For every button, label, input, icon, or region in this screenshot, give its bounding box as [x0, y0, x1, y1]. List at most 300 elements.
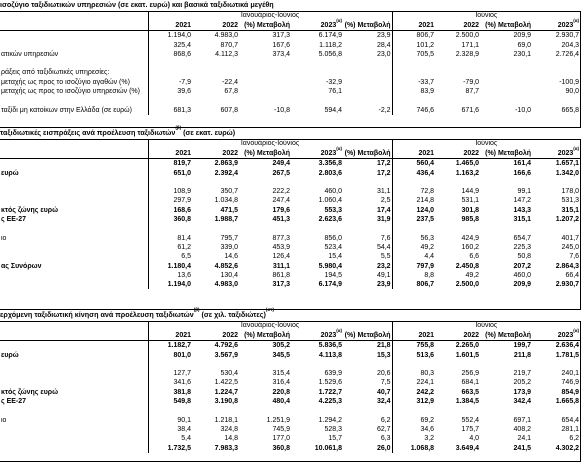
table-cell	[291, 68, 343, 77]
row-label: ας Συνόρων	[1, 262, 42, 270]
table-cell: 178,0	[561, 188, 580, 196]
table-cell	[192, 59, 239, 68]
table-cell	[435, 59, 480, 68]
column-header: 2021	[148, 21, 192, 31]
table-cell: 797,9	[392, 262, 435, 271]
row-label	[0, 271, 148, 280]
column-header: (%) Μεταβολή	[480, 149, 532, 159]
table-cell: 14,6	[224, 253, 238, 261]
column-header: (%) Μεταβολή	[239, 21, 291, 31]
table-row	[0, 351, 580, 360]
table-cell: 671,6	[461, 106, 480, 114]
table-cell: 17,2	[376, 160, 391, 168]
column-header-row	[0, 149, 580, 159]
table-cell: 315,1	[513, 216, 532, 224]
table-cell: 4.113,8	[319, 351, 342, 359]
table-cell: 6.174,9	[318, 281, 342, 289]
table-cell: 381,8	[148, 388, 192, 397]
table-cell	[392, 406, 435, 415]
table-cell	[148, 68, 192, 77]
table-cell: 3,2	[392, 434, 435, 443]
table-cell: 54,4	[376, 243, 391, 251]
table-cell: 1.465,0	[455, 160, 480, 168]
row-label: μεταχής ως προς το ισοζύγιο υπηρεσιών (%)	[1, 88, 140, 96]
table-cell: 5,4	[148, 434, 192, 443]
empty-cell	[0, 149, 148, 159]
table-cell: 2.863,9	[214, 160, 238, 168]
row-label	[0, 187, 148, 196]
table-cell: 10.061,8	[314, 444, 342, 452]
table-cell: 23,9	[376, 32, 391, 40]
table-cell: 194,5	[324, 271, 342, 279]
table-cell: 350,7	[220, 188, 238, 196]
table-row	[0, 96, 580, 105]
table-cell	[532, 96, 580, 105]
table-cell: 240,1	[561, 370, 580, 378]
row-label: κτός ζώνης ευρώ	[1, 206, 59, 214]
table-cell: 552,4	[461, 416, 480, 424]
table-cell: 819,7	[148, 159, 192, 169]
table-cell: 230,1	[513, 50, 532, 58]
table-cell: 281,1	[561, 425, 580, 433]
table-cell: 297,9	[148, 196, 192, 205]
table-cell: 23,0	[376, 50, 391, 58]
table-cell: 1.194,0	[148, 31, 192, 41]
table-cell: 2.623,6	[318, 216, 342, 224]
table-cell	[392, 96, 435, 105]
row-label	[0, 378, 148, 387]
table-cell	[192, 224, 239, 233]
table-row	[0, 234, 580, 243]
table-cell: 1.342,0	[555, 169, 580, 177]
table-cell: 305,2	[272, 342, 290, 350]
section2-title: ταξιδιωτικές εισπράξεις ανά προέλευση ταξιδιωτών$^{(\beta)}$ (σε εκατ. ευρώ)	[0, 125, 236, 137]
column-header: 2022	[192, 21, 239, 31]
row-label	[0, 31, 148, 41]
table-row	[0, 178, 580, 187]
table-cell: 345,5	[272, 351, 290, 359]
table-cell: 1.194,0	[148, 280, 192, 289]
table-cell: 654,4	[561, 416, 580, 424]
table-row	[0, 68, 580, 77]
table-cell: 1.207,2	[555, 216, 580, 224]
table-cell: 2.450,8	[455, 262, 480, 270]
table-cell: 67,8	[224, 88, 238, 96]
table-cell: 424,9	[461, 234, 480, 242]
table-cell: 249,4	[272, 160, 290, 168]
table-cell	[192, 406, 239, 415]
table-cell: 5.980,4	[318, 262, 342, 270]
table-row	[0, 50, 580, 59]
table-row	[0, 41, 580, 50]
table-cell	[239, 360, 291, 369]
column-header: 2021	[392, 21, 435, 31]
table-cell: 160,2	[461, 243, 480, 251]
table-cell: 245,0	[561, 243, 580, 251]
table-cell: 2.726,4	[555, 50, 580, 58]
table-cell: 746,9	[561, 379, 580, 387]
table-cell	[343, 68, 392, 77]
table-cell: 6,5	[148, 252, 192, 261]
table-cell: 72,8	[392, 187, 435, 196]
table-cell: 2.930,7	[555, 32, 580, 40]
row-label	[0, 406, 148, 415]
period-left-label: Ιανουάριος-Ιούνιος	[148, 321, 392, 331]
table-cell: 31,9	[376, 216, 391, 224]
table-cell	[343, 224, 392, 233]
row-label	[0, 369, 148, 378]
table-row	[0, 215, 580, 224]
table-cell: 2.930,7	[555, 281, 580, 289]
table-cell: 856,0	[324, 234, 342, 242]
table-cell: 205,2	[513, 379, 532, 387]
table-cell: 28,4	[376, 41, 391, 49]
table-row	[0, 243, 580, 252]
table-cell: 436,4	[392, 169, 435, 178]
table-row	[0, 406, 580, 415]
table-cell: 83,9	[392, 87, 435, 96]
table-cell: 2.328,9	[455, 50, 480, 58]
table-cell: 301,8	[461, 206, 480, 214]
period-left-label: Ιανουάριος-Ιούνιος	[148, 139, 392, 149]
table-cell	[239, 406, 291, 415]
table-cell: 147,2	[513, 197, 532, 205]
table-cell: 13,6	[148, 271, 192, 280]
table-cell: 80,3	[392, 369, 435, 378]
table-cell	[239, 87, 291, 96]
table-cell	[480, 78, 532, 87]
table-cell: 1.218,1	[214, 416, 238, 424]
table-row	[0, 397, 580, 406]
table-cell: 220,8	[272, 388, 290, 396]
table-cell	[343, 87, 392, 96]
section2-table	[0, 139, 580, 289]
table-cell: 166,6	[513, 169, 532, 177]
table-cell	[148, 360, 192, 369]
table-cell: 460,0	[324, 188, 342, 196]
table-cell: 49,2	[465, 271, 480, 279]
table-row	[0, 262, 580, 271]
table-cell	[532, 178, 580, 187]
table-cell: 1.180,4	[148, 262, 192, 271]
row-label	[0, 280, 148, 289]
column-header: 2022	[192, 331, 239, 341]
row-label	[0, 178, 148, 187]
table-cell: 124,0	[392, 206, 435, 215]
table-cell: 90,0	[565, 88, 580, 96]
empty-cell	[0, 11, 148, 21]
table-cell	[435, 96, 480, 105]
table-cell: 38,4	[148, 425, 192, 434]
row-label: ιο	[1, 416, 7, 424]
table-cell	[480, 178, 532, 187]
table-cell: 7,5	[380, 379, 391, 387]
table-cell: 177,0	[272, 435, 290, 443]
table-cell: 179,6	[272, 206, 290, 214]
table-cell: 224,1	[392, 378, 435, 387]
table-cell	[480, 406, 532, 415]
table-cell: 23,2	[376, 262, 391, 270]
table-cell: 746,6	[392, 106, 435, 115]
column-header: $2023^{(\alpha)}$	[291, 149, 343, 159]
table-cell: 1.182,7	[148, 341, 192, 351]
column-header: 2021	[392, 149, 435, 159]
table-cell: 549,8	[148, 397, 192, 406]
table-cell: 2,5	[380, 197, 391, 205]
table-cell: 222,2	[272, 188, 290, 196]
table-cell: 2.803,6	[318, 169, 342, 177]
table-cell: 6,2	[380, 416, 391, 424]
table-cell: 339,0	[220, 243, 238, 251]
table-cell: 4,0	[469, 435, 480, 443]
table-cell: 4.302,2	[555, 444, 580, 452]
table-cell: 24,1	[517, 435, 532, 443]
table-cell: 401,7	[561, 234, 580, 242]
table-cell: 5.056,8	[318, 50, 342, 58]
table-cell	[239, 68, 291, 77]
table-cell: 3.190,8	[214, 398, 238, 406]
table-cell: 101,2	[392, 41, 435, 50]
table-cell	[148, 59, 192, 68]
table-row	[0, 360, 580, 369]
column-header: 2022	[435, 331, 480, 341]
table-cell: 868,6	[148, 50, 192, 59]
period-left-label: Ιανουάριος-Ιούνιος	[148, 11, 392, 21]
table-cell: 199,7	[513, 342, 532, 350]
table-cell: 173,9	[513, 388, 532, 396]
table-cell: 99,1	[517, 188, 532, 196]
table-row	[0, 388, 580, 397]
table-cell: 663,5	[461, 388, 480, 396]
table-cell: 5.836,5	[318, 342, 342, 350]
section1-title: ισοζύγιο ταξιδιωτικών υπηρεσιών (σε εκατ. ευρώ) και βασικά ταξιδιωτικά μεγέθη	[0, 0, 274, 9]
column-header: (%) Μεταβολή	[344, 332, 391, 339]
table-cell: 14,8	[224, 435, 238, 443]
table-cell: 1.118,2	[319, 41, 342, 49]
table-row	[0, 206, 580, 215]
table-cell: 2.864,3	[555, 262, 580, 270]
table-cell	[192, 96, 239, 105]
table-cell: 317,3	[272, 32, 290, 40]
table-cell: 17,4	[376, 206, 391, 214]
table-cell: 2.500,0	[455, 281, 480, 289]
table-row	[0, 224, 580, 233]
table-cell: 453,9	[272, 243, 290, 251]
row-label	[0, 159, 148, 169]
table-cell: -7,9	[148, 78, 192, 87]
table-row	[0, 378, 580, 387]
table-cell	[532, 68, 580, 77]
period-header-row	[0, 139, 580, 149]
table-cell: -10,8	[274, 106, 290, 114]
table-cell: 209,9	[513, 281, 532, 289]
table-row	[0, 434, 580, 443]
table-cell	[148, 406, 192, 415]
table-cell: 8,8	[392, 271, 435, 280]
row-label: ευρώ	[1, 351, 19, 359]
table-cell	[532, 59, 580, 68]
table-cell: 31,1	[376, 188, 391, 196]
table-cell: 317,3	[272, 281, 290, 289]
table-cell	[480, 360, 532, 369]
table-cell	[435, 68, 480, 77]
table-cell: 15,3	[376, 351, 391, 359]
table-cell: 1.601,5	[455, 351, 480, 359]
table-cell	[343, 96, 392, 105]
table-cell: 247,4	[272, 197, 290, 205]
table-cell: 69,2	[392, 416, 435, 425]
row-label: μεταχής ως προς το ισοζύγιο αγαθών (%)	[1, 78, 130, 86]
table-cell	[435, 406, 480, 415]
table-cell: 62,7	[376, 425, 391, 433]
table-cell: 342,4	[513, 398, 532, 406]
table-cell	[343, 360, 392, 369]
table-cell	[291, 406, 343, 415]
table-cell: 1.722,7	[318, 388, 342, 396]
table-cell: 684,1	[461, 379, 480, 387]
column-header: $2023^{(\alpha)}$	[532, 21, 580, 31]
table-cell: 167,6	[272, 41, 290, 49]
table-cell: 607,8	[220, 106, 238, 114]
period-right-label: Ιούνιος	[392, 321, 580, 331]
column-header: (%) Μεταβολή	[344, 22, 391, 29]
row-label	[0, 96, 148, 105]
table-cell: 523,4	[324, 243, 342, 251]
row-label	[0, 196, 148, 205]
table-cell: 214,8	[392, 196, 435, 205]
table-cell: 1.163,2	[455, 169, 480, 177]
row-label	[0, 341, 148, 351]
table-cell	[148, 96, 192, 105]
table-cell: 745,9	[272, 425, 290, 433]
period-header-row	[0, 321, 580, 331]
period-right-label: Ιούνιος	[392, 11, 580, 21]
table-cell: 4.983,0	[214, 281, 238, 289]
row-label	[0, 444, 148, 453]
table-cell: 513,6	[392, 351, 435, 360]
table-cell: 21,8	[376, 342, 391, 350]
table-row	[0, 252, 580, 261]
table-cell: 697,1	[513, 416, 532, 424]
table-row	[0, 78, 580, 87]
table-cell: 324,8	[220, 425, 238, 433]
table-cell: 316,4	[272, 379, 290, 387]
table-cell: 256,9	[461, 370, 480, 378]
table-row	[0, 187, 580, 196]
table-cell: 26,0	[376, 444, 391, 452]
table-cell: 681,3	[148, 106, 192, 115]
table-cell	[532, 224, 580, 233]
table-cell: 211,8	[513, 351, 532, 359]
table-cell: 451,3	[272, 216, 290, 224]
column-header: 2021	[148, 331, 192, 341]
table-cell: 528,3	[324, 425, 342, 433]
empty-cell	[0, 321, 148, 331]
table-cell: -22,4	[222, 78, 238, 86]
table-cell: 5,5	[380, 253, 391, 261]
table-cell: 705,5	[392, 50, 435, 59]
table-cell: 130,4	[220, 271, 238, 279]
column-header: $2023^{(\alpha)}$	[532, 149, 580, 159]
table-cell: 4.852,6	[214, 262, 238, 270]
table-cell: 530,4	[220, 370, 238, 378]
table-cell	[392, 59, 435, 68]
table-cell: 66,4	[565, 271, 580, 279]
table-cell: 1.988,7	[214, 216, 238, 224]
table-cell: 1.781,5	[555, 351, 580, 359]
table-cell: 6,2	[569, 435, 580, 443]
table-cell: 861,8	[272, 271, 290, 279]
row-label	[0, 41, 148, 50]
table-cell	[480, 224, 532, 233]
table-cell	[239, 178, 291, 187]
table-cell: 209,9	[513, 32, 532, 40]
column-header: (%) Μεταβολή	[239, 149, 291, 159]
column-header: 2021	[392, 331, 435, 341]
table-cell: 1.732,5	[148, 444, 192, 453]
table-cell	[192, 68, 239, 77]
table-cell: 204,3	[561, 41, 580, 49]
row-label	[0, 434, 148, 443]
table-cell: 460,0	[513, 271, 532, 279]
table-cell: 143,3	[513, 206, 532, 214]
table-cell	[435, 178, 480, 187]
row-label	[0, 59, 148, 68]
table-cell	[343, 78, 392, 87]
table-cell: 315,1	[561, 206, 580, 214]
table-cell	[532, 360, 580, 369]
table-row	[0, 444, 580, 453]
table-cell	[480, 68, 532, 77]
table-cell: 408,2	[513, 425, 532, 433]
table-cell: 7,6	[380, 234, 391, 242]
table-cell: 806,7	[392, 31, 435, 41]
table-row	[0, 369, 580, 378]
table-cell: 1.060,4	[318, 197, 342, 205]
row-label	[0, 252, 148, 261]
table-cell: 40,7	[376, 388, 391, 396]
table-cell: 108,9	[148, 187, 192, 196]
table-cell: 1.384,5	[455, 398, 480, 406]
table-cell	[291, 224, 343, 233]
table-cell: 806,7	[392, 280, 435, 289]
row-label: ς ΕΕ-27	[1, 398, 27, 406]
table-cell: 171,1	[461, 41, 480, 49]
table-cell: 127,7	[148, 369, 192, 378]
table-cell: 267,5	[272, 169, 290, 177]
table-cell: 34,6	[392, 425, 435, 434]
table-cell: 315,4	[272, 370, 290, 378]
table-cell: 39,6	[148, 87, 192, 96]
table-cell: 219,7	[513, 370, 532, 378]
table-cell: 1.294,2	[318, 416, 342, 424]
row-label: ατικών υπηρεσιών	[1, 50, 59, 58]
column-header: (%) Μεταβολή	[239, 331, 291, 341]
table-cell: 1.665,8	[555, 398, 580, 406]
table-cell: 144,9	[461, 188, 480, 196]
table-cell: 312,9	[392, 397, 435, 406]
table-cell: 801,0	[148, 351, 192, 360]
table-cell	[148, 178, 192, 187]
table-cell	[291, 59, 343, 68]
table-row	[0, 341, 580, 351]
table-cell: 4.983,0	[214, 32, 238, 40]
table-cell: 639,9	[324, 370, 342, 378]
empty-cell	[0, 21, 148, 31]
table-cell: 4.112,3	[215, 50, 238, 58]
table-row	[0, 31, 580, 41]
table-cell: 2.392,4	[214, 169, 238, 177]
